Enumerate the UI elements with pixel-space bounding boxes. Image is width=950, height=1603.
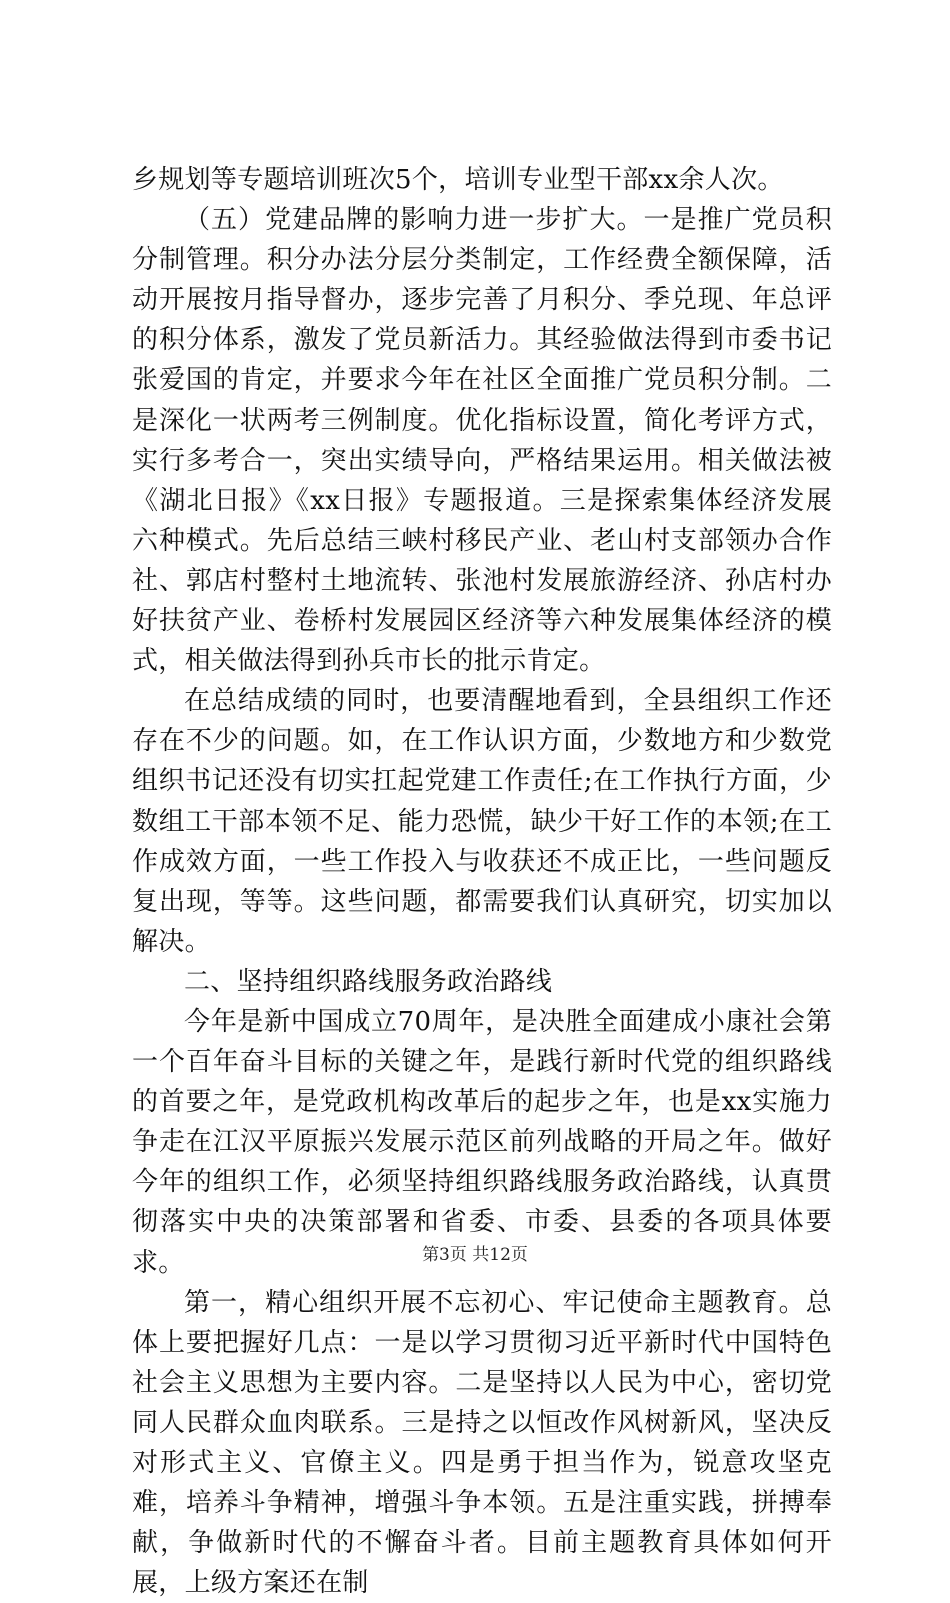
paragraph-this-year: 今年是新中国成立70周年，是决胜全面建成小康社会第一个百年奋斗目标的关键之年，是践行新时代党的组织路线的首要之年，是党政机构改革后的起步之年，也是xx实施力争走在江汉平原振兴发展示范区前列战略的开局之年。做好今年的组织工作，必须坚持组织路线服务政治路线，认真贯彻落实中央的决策部署和省委、市委、县委的各项具体要求。 [132,1006,832,1278]
paragraph-party-brand: （五）党建品牌的影响力进一步扩大。一是推广党员积分制管理。积分办法分层分类制定，工作经费全额保障，活动开展按月指导督办，逐步完善了月积分、季兑现、年总评的积分体系，激发了党员新活力。其经验做法得到市委书记张爱国的肯定，并要求今年在社区全面推广党员积分制。二是深化一状两考三例制度。优化指标设置，简化考评方式，实行多考合一，突出实绩导向，严格结果运用。相关做法被《湖北日报》《xx日报》专题报道。三是探索集体经济发展六种模式。先后总结三峡村移民产业、老山村支部领办合作社、郭店村整村土地流转、张池村发展旅游经济、孙店村办好扶贫产业、卷桥村发展园区经济等六种发展集体经济的模式，相关做法得到孙兵市长的批示肯定。 [132,205,832,677]
page-number-footer: 第3页 共12页 [422,1245,528,1265]
document-body [132,160,832,1603]
paragraph-problems: 在总结成绩的同时，也要清醒地看到，全县组织工作还存在不少的问题。如，在工作认识方面，少数地方和少数党组织书记还没有切实扛起党建工作责任;在工作执行方面，少数组工干部本领不足、能力恐慌，缺少干好工作的本领;在工作成效方面，一些工作投入与收获还不成正比，一些问题反复出现，等等。这些问题，都需要我们认真研究，切实加以解决。 [132,686,832,957]
paragraph-continuation: 乡规划等专题培训班次5个，培训专业型干部xx余人次。 [132,165,784,195]
paragraph-first-point: 第一，精心组织开展不忘初心、牢记使命主题教育。总体上要把握好几点：一是以学习贯彻习近平新时代中国特色社会主义思想为主要内容。二是坚持以人民为中心，密切党同人民群众血肉联系。三是持之以恒改作风树新风，坚决反对形式主义、官僚主义。四是勇于担当作为，锐意攻坚克难，培养斗争精神，增强斗争本领。五是注重实践，拼搏奉献，争做新时代的不懈奋斗者。目前主题教育具体如何开展，上级方案还在制 [132,1287,832,1599]
section-heading: 二、坚持组织路线服务政治路线 [184,966,553,997]
